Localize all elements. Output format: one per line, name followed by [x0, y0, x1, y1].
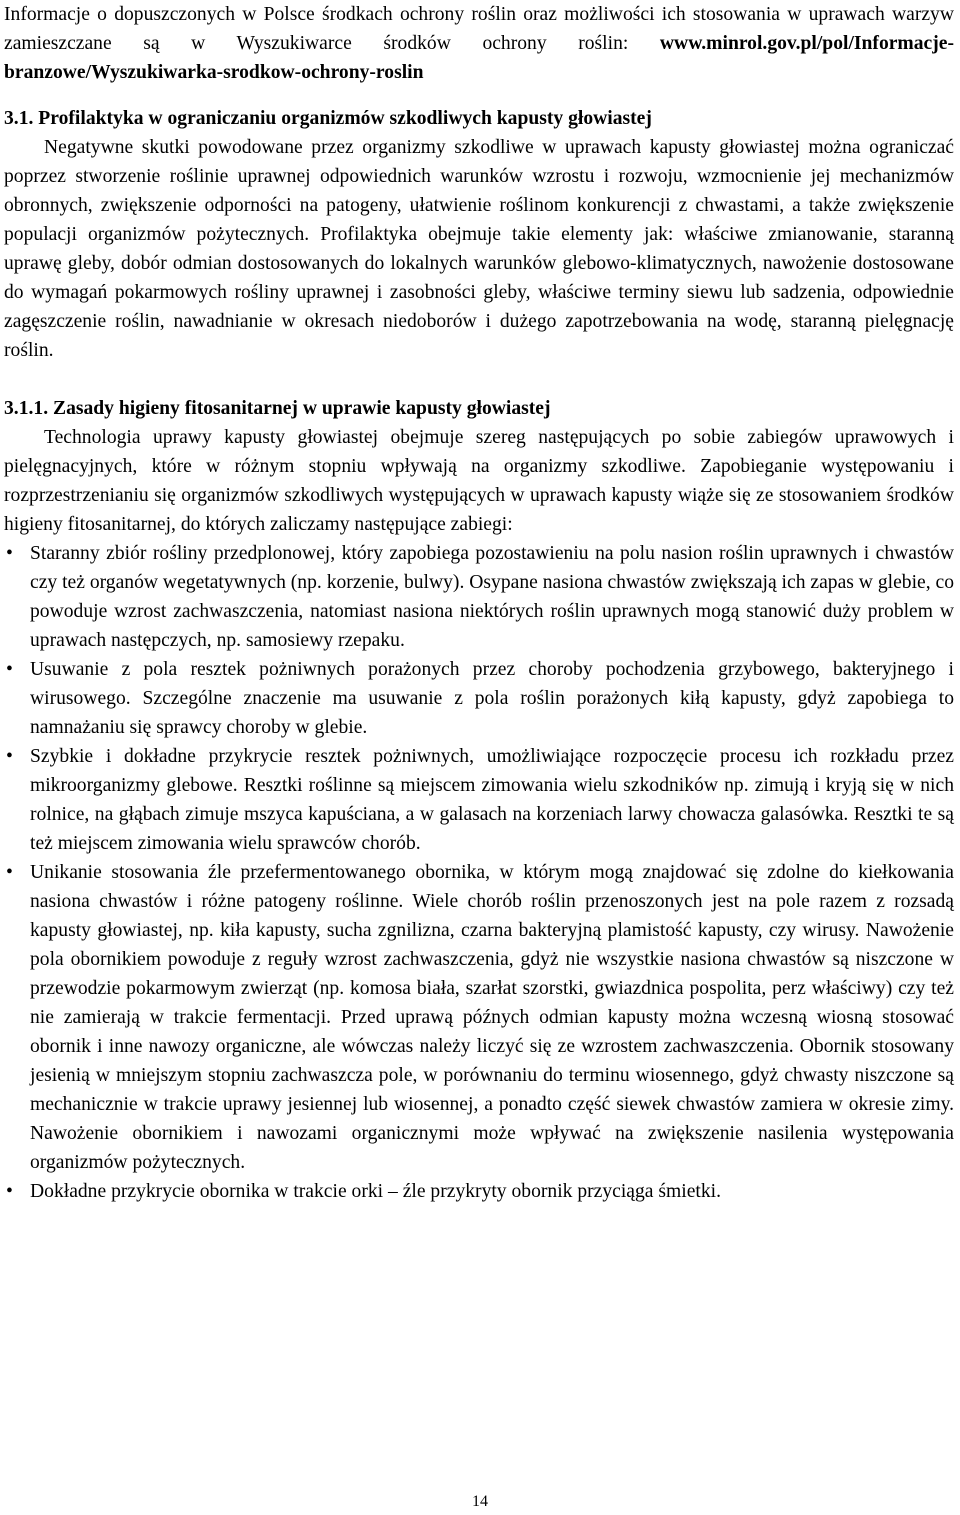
list-item-text: Szybkie i dokładne przykrycie resztek pożniwnych, umożliwiające rozpoczęcie procesu ich rozkładu przez mikroorganizmy glebowe. Resztki roślinne są miejscem zimowania wielu szkodników np. zimują i kryją się w nich rolnice, na głąbach zimuje mszyca kapuściana, a w galasach na korzeniach larwy chowacza galasówka. Resztki te są też miejscem zimowania wielu sprawców chorób.: [30, 746, 954, 854]
section-title: Profilaktyka w ograniczaniu organizmów szkodliwych kapusty głowiastej: [38, 108, 652, 129]
section-heading-3-1: [4, 104, 954, 133]
section-number: 3.1.1.: [4, 398, 49, 419]
list-item-text: Staranny zbiór rośliny przedplonowej, który zapobiega pozostawieniu na polu nasion roślin uprawnych i chwastów czy też organów wegetatywnych (np. korzenie, bulwy). Osypane nasiona chwastów zwiększają ich zapas w glebie, co powoduje wzrost zachwaszczenia, natomiast nasiona niektórych roślin uprawnych mogą stanowić duży problem w uprawach następczych, np. samosiewy rzepaku.: [30, 543, 955, 651]
list-item-text: Unikanie stosowania źle przefermentowanego obornika, w którym mogą znajdować się zdolne do kiełkowania nasiona chwastów i różne patogeny roślinne. Wiele chorób roślin przenoszonych jest na pole razem z rozsadą kapusty głowiastej, np. kiła kapusty, sucha zgnilizna, czarna bakteryjną plamistość kapusty, czy wirusy. Nawożenie pola obornikiem powoduje z reguły wzrost zachwaszczenia, gdyż nie wszystkie nasiona chwastów są niszczone w przewodzie pokarmowym zwierząt (np. komosa biała, szarłat szorstki, gwiazdnica pospolita, perz właściwy) czy też nie zamierają w trakcie fermentacji. Przed uprawą późnych odmian kapusty można wczesną wiosną stosować obornik i inne nawozy organiczne, ale wówczas należy liczyć się ze wzrostem zachwaszczenia. Obornik stosowany jesienią w mniejszym stopniu zachwaszcza pole, w porównaniu do terminu wiosennego, gdyż chwasty niszczone są mechanicznie w trakcie uprawy jesiennej lub wiosennej, a ponadto część siewek chwastów zamiera w okresie zimy. Nawożenie obornikiem i nawozami organicznymi może wpływać na zwiększenie nasilenia występowania organizmów pożytecznych.: [30, 862, 954, 1173]
list-item-text: Usuwanie z pola resztek pożniwnych porażonych przez choroby pochodzenia grzybowego, bakteryjnego i wirusowego. Szczególne znaczenie ma usuwanie z pola roślin porażonych kiłą kapusty, gdyż zapobiega to namnażaniu się sprawcy choroby w glebie.: [30, 659, 954, 738]
section-paragraph: Negatywne skutki powodowane przez organizmy szkodliwe w uprawach kapusty głowiastej można ograniczać poprzez stworzenie roślinie uprawnej odpowiednich warunków wzrostu i rozwoju, wzmocnienie jej mechanizmów obronnych, zwiększenie odporności na patogeny, ułatwienie roślinom konkurencji z chwastami, a także zwiększenie populacji organizmów pożytecznych. Profilaktyka obejmuje takie elementy jak: właściwe zmianowanie, staranną uprawę gleby, dobór odmian dostosowanych do lokalnych warunków glebowo-klimatycznych, nawożenie dostosowane do wymagań pokarmowych rośliny uprawnej i zasobności gleby, właściwe terminy siewu lub sadzenia, odpowiednie zagęszczenie roślin, nawadnianie w okresach niedoborów i dużego zapotrzebowania na wodę, staranną pielęgnację roślin.: [4, 137, 954, 361]
bullet-marker: •: [6, 543, 13, 564]
list-item: [4, 539, 954, 655]
section-paragraph: Technologia uprawy kapusty głowiastej obejmuje szereg następujących po sobie zabiegów uprawowych i pielęgnacyjnych, które w różnym stopniu wpływają na organizmy szkodliwe. Zapobieganie występowaniu i rozprzestrzenianiu się organizmów szkodliwych występujących w uprawach kapusty wiąże się ze stosowaniem środków higieny fitosanitarnej, do których zaliczamy następujące zabiegi:: [4, 427, 954, 535]
section-heading-3-1-1: [4, 394, 954, 423]
intro-url: www.minrol.gov.pl/pol/Informacje-branzowe/Wyszukiwarka-srodkow-ochrony-roslin: [4, 33, 954, 83]
bullet-marker: •: [6, 862, 13, 883]
page-number: 14: [472, 1493, 488, 1510]
bullet-marker: •: [6, 1181, 13, 1202]
list-item: [4, 1177, 954, 1206]
list-item: [4, 742, 954, 858]
list-item-text: Dokładne przykrycie obornika w trakcie orki – źle przykryty obornik przyciąga śmietki.: [30, 1181, 721, 1202]
hygiene-list: [4, 539, 954, 1206]
intro-text: Informacje o dopuszczonych w Polsce środkach ochrony roślin oraz możliwości ich stosowania w uprawach warzyw zamieszczane są w Wyszukiwarce środków ochrony roślin:: [4, 4, 954, 54]
section-number: 3.1.: [4, 108, 34, 129]
list-item: [4, 655, 954, 742]
intro-paragraph: [4, 0, 954, 87]
list-item: [4, 858, 954, 1177]
section-title: Zasady higieny fitosanitarnej w uprawie kapusty głowiastej: [53, 398, 551, 419]
bullet-marker: •: [6, 659, 13, 680]
bullet-marker: •: [6, 746, 13, 767]
